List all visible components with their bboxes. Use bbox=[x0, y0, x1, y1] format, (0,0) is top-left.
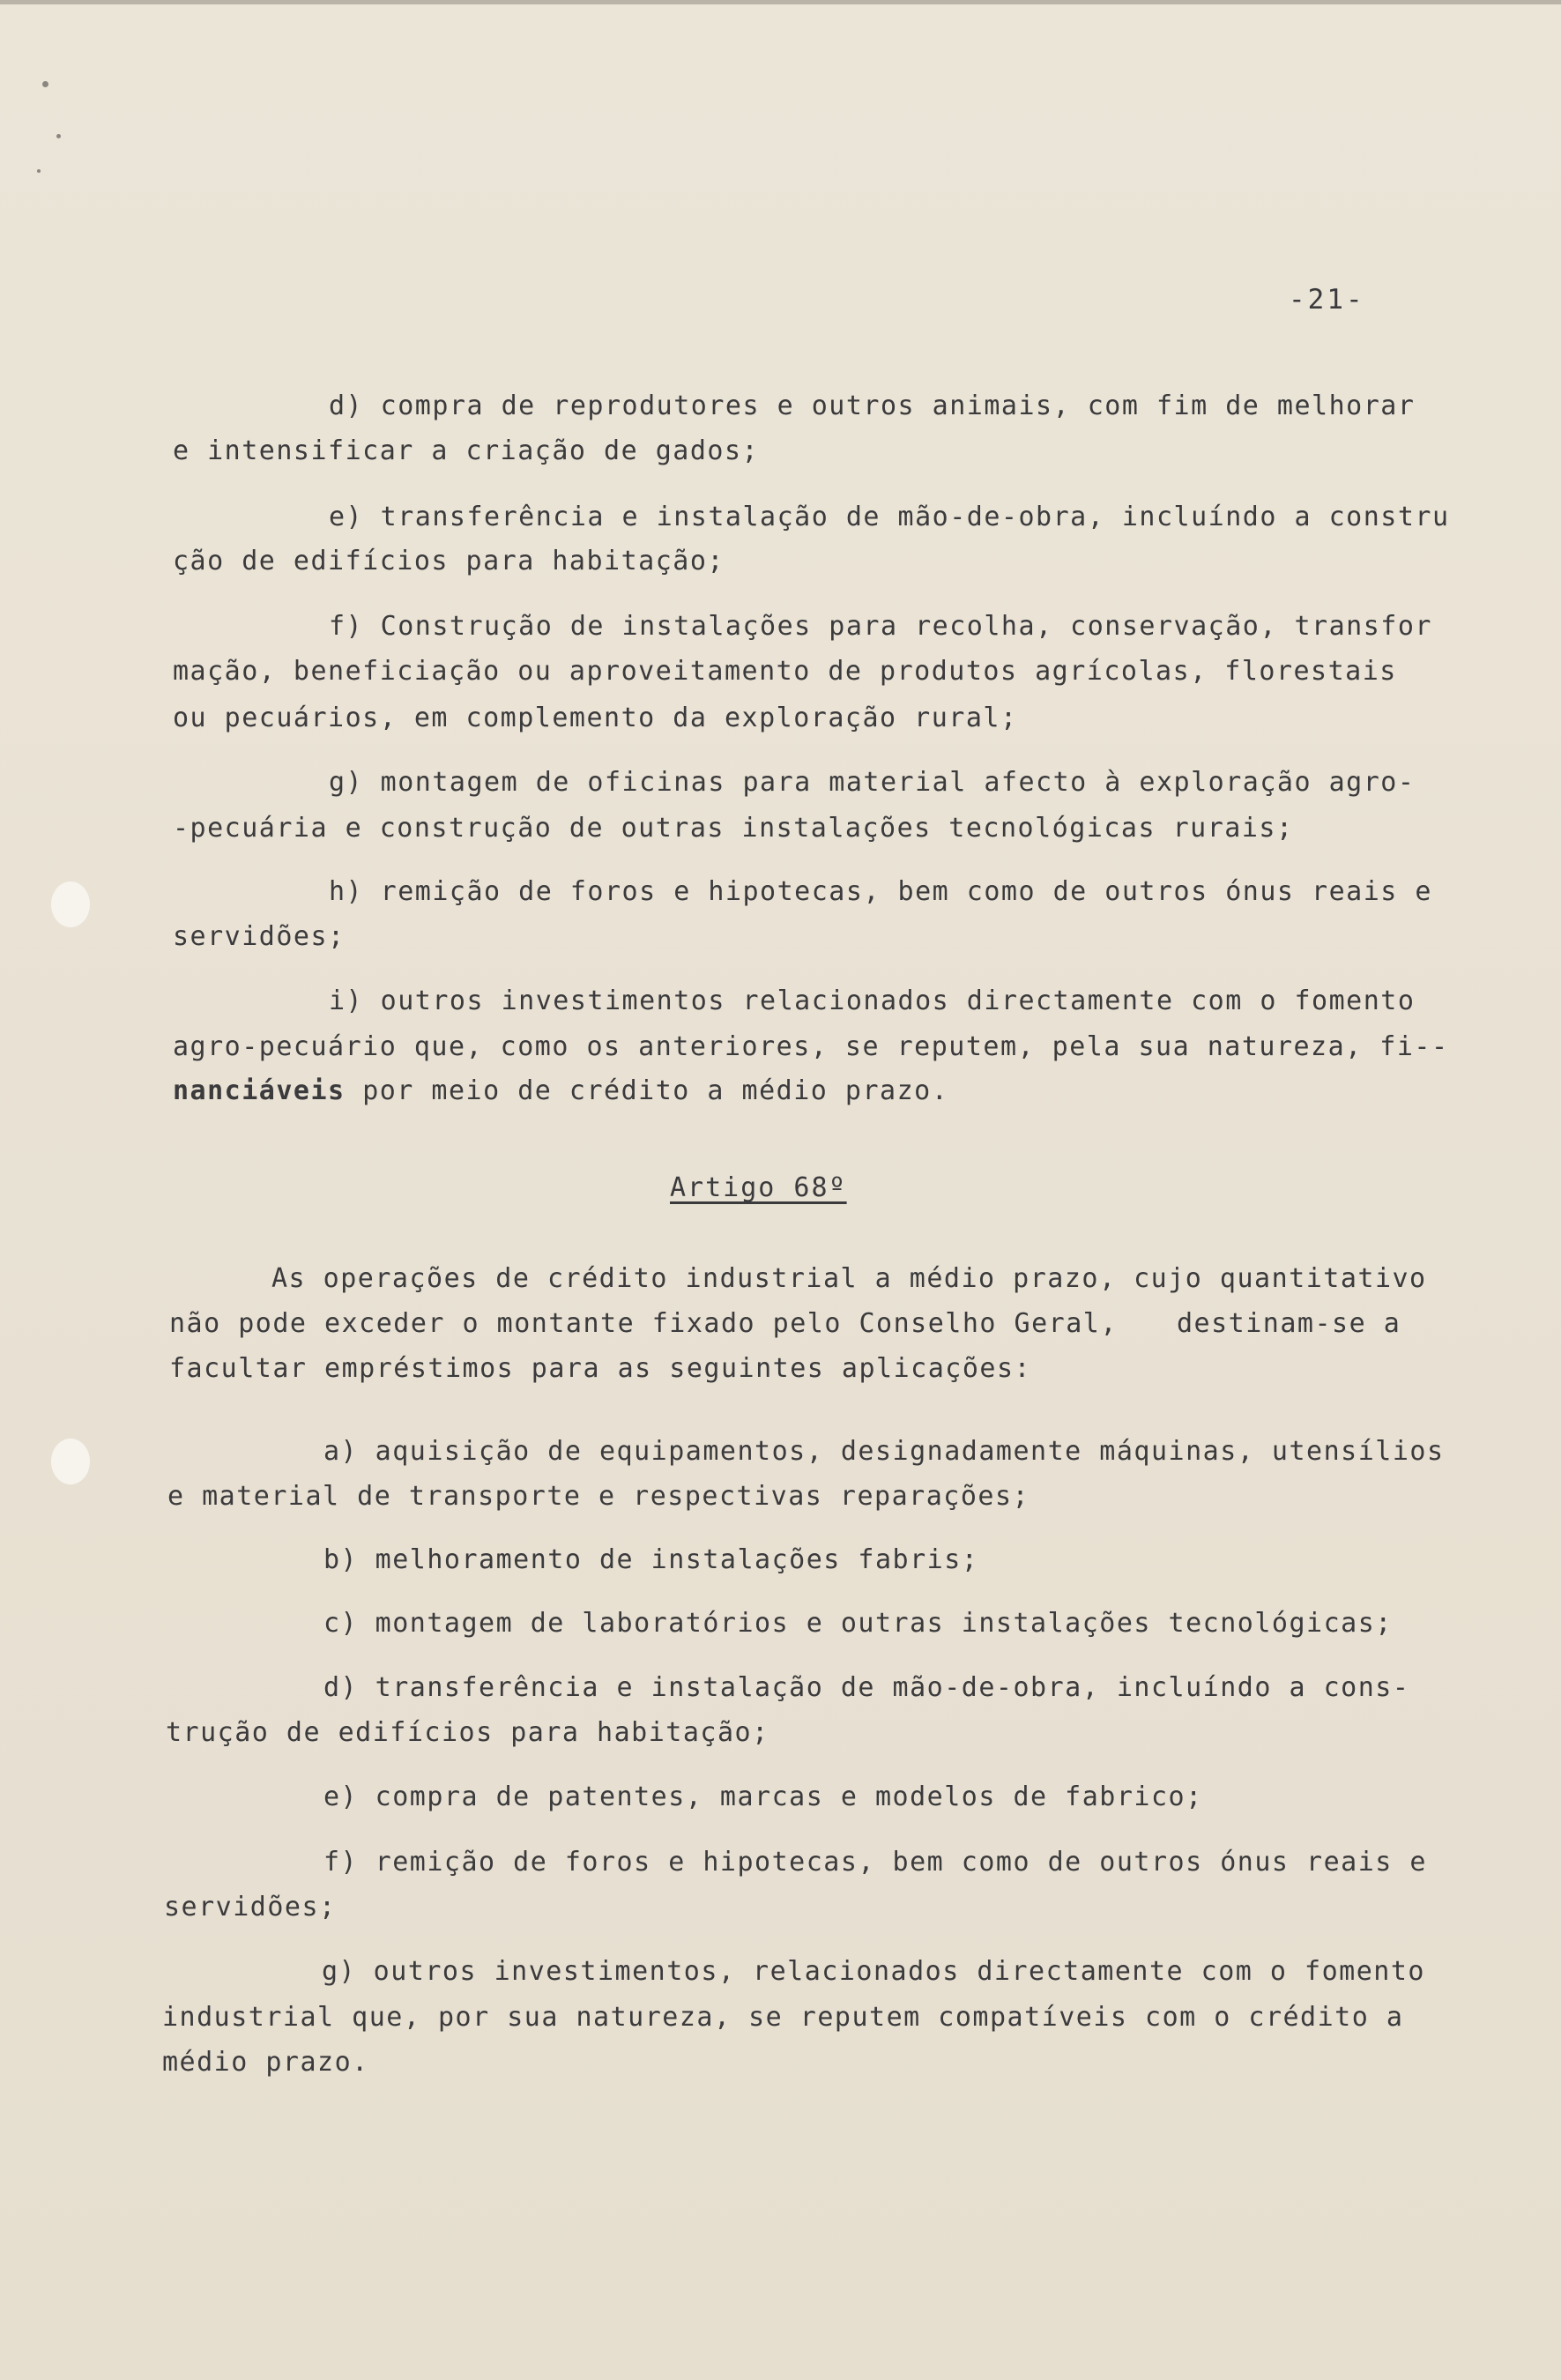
paper-speck bbox=[42, 81, 48, 87]
intro-line: facultar empréstimos para as seguintes aplicações: bbox=[169, 1353, 1032, 1384]
item-a-line: e material de transporte e respectivas reparações; bbox=[167, 1481, 1030, 1512]
item-c-line: c) montagem de laboratórios e outras instalações tecnológicas; bbox=[323, 1608, 1393, 1639]
item-g2-line: médio prazo. bbox=[162, 2047, 369, 2078]
item-a-line: a) aquisição de equipamentos, designadamente máquinas, utensílios bbox=[323, 1436, 1445, 1467]
paper-speck bbox=[56, 134, 61, 138]
item-d2-line: d) transferência e instalação de mão-de-obra, incluíndo a cons- bbox=[323, 1672, 1410, 1703]
item-f2-line: f) remição de foros e hipotecas, bem como de outros ónus reais e bbox=[323, 1847, 1427, 1878]
paper-speck bbox=[37, 169, 41, 173]
item-g2-line: industrial que, por sua natureza, se reputem compatíveis com o crédito a bbox=[162, 2002, 1404, 2033]
item-g-line: g) montagem de oficinas para material afecto à exploração agro- bbox=[329, 767, 1416, 798]
item-i-line bbox=[173, 1075, 948, 1107]
item-i-line: i) outros investimentos relacionados directamente com o fomento bbox=[329, 985, 1416, 1016]
item-e-line: ção de edifícios para habitação; bbox=[173, 546, 725, 576]
intro-line: não pode exceder o montante fixado pelo Conselho Geral, bbox=[169, 1308, 1118, 1339]
item-d2-line: trução de edifícios para habitação; bbox=[166, 1717, 769, 1748]
item-b-line: b) melhoramento de instalações fabris; bbox=[323, 1544, 979, 1575]
item-d-line: e intensificar a criação de gados; bbox=[173, 435, 760, 466]
page-top-edge bbox=[0, 0, 1561, 4]
article-heading: Artigo 68º bbox=[670, 1172, 847, 1203]
item-g-line: -pecuária e construção de outras instalações tecnológicas rurais; bbox=[173, 813, 1294, 844]
item-f-line: f) Construção de instalações para recolha, conservação, transfor bbox=[329, 611, 1432, 642]
item-i-text: por meio de crédito a médio prazo. bbox=[362, 1075, 949, 1106]
item-h-line: servidões; bbox=[173, 921, 346, 952]
item-f2-line: servidões; bbox=[164, 1892, 337, 1923]
item-e2-line: e) compra de patentes, marcas e modelos de fabrico; bbox=[323, 1781, 1203, 1812]
punch-hole bbox=[51, 1439, 90, 1484]
intro-line: destinam-se a bbox=[1177, 1308, 1401, 1339]
intro-line: As operações de crédito industrial a médio prazo, cujo quantitativo bbox=[271, 1263, 1427, 1294]
item-h-line: h) remição de foros e hipotecas, bem como de outros ónus reais e bbox=[329, 876, 1432, 907]
bold-word: nanciáveis bbox=[173, 1075, 346, 1106]
item-g2-line: g) outros investimentos, relacionados directamente com o fomento bbox=[322, 1956, 1425, 1987]
punch-hole bbox=[51, 881, 90, 927]
item-i-line: agro-pecuário que, como os anteriores, se reputem, pela sua natureza, fi-- bbox=[173, 1031, 1449, 1062]
item-d-line: d) compra de reprodutores e outros animais, com fim de melhorar bbox=[329, 390, 1416, 421]
item-f-line: mação, beneficiação ou aproveitamento de produtos agrícolas, florestais bbox=[173, 656, 1397, 687]
item-f-line: ou pecuários, em complemento da exploração rural; bbox=[173, 703, 1018, 733]
page-number: -21- bbox=[1289, 284, 1365, 316]
item-e-line: e) transferência e instalação de mão-de-obra, incluíndo a constru bbox=[329, 502, 1450, 532]
